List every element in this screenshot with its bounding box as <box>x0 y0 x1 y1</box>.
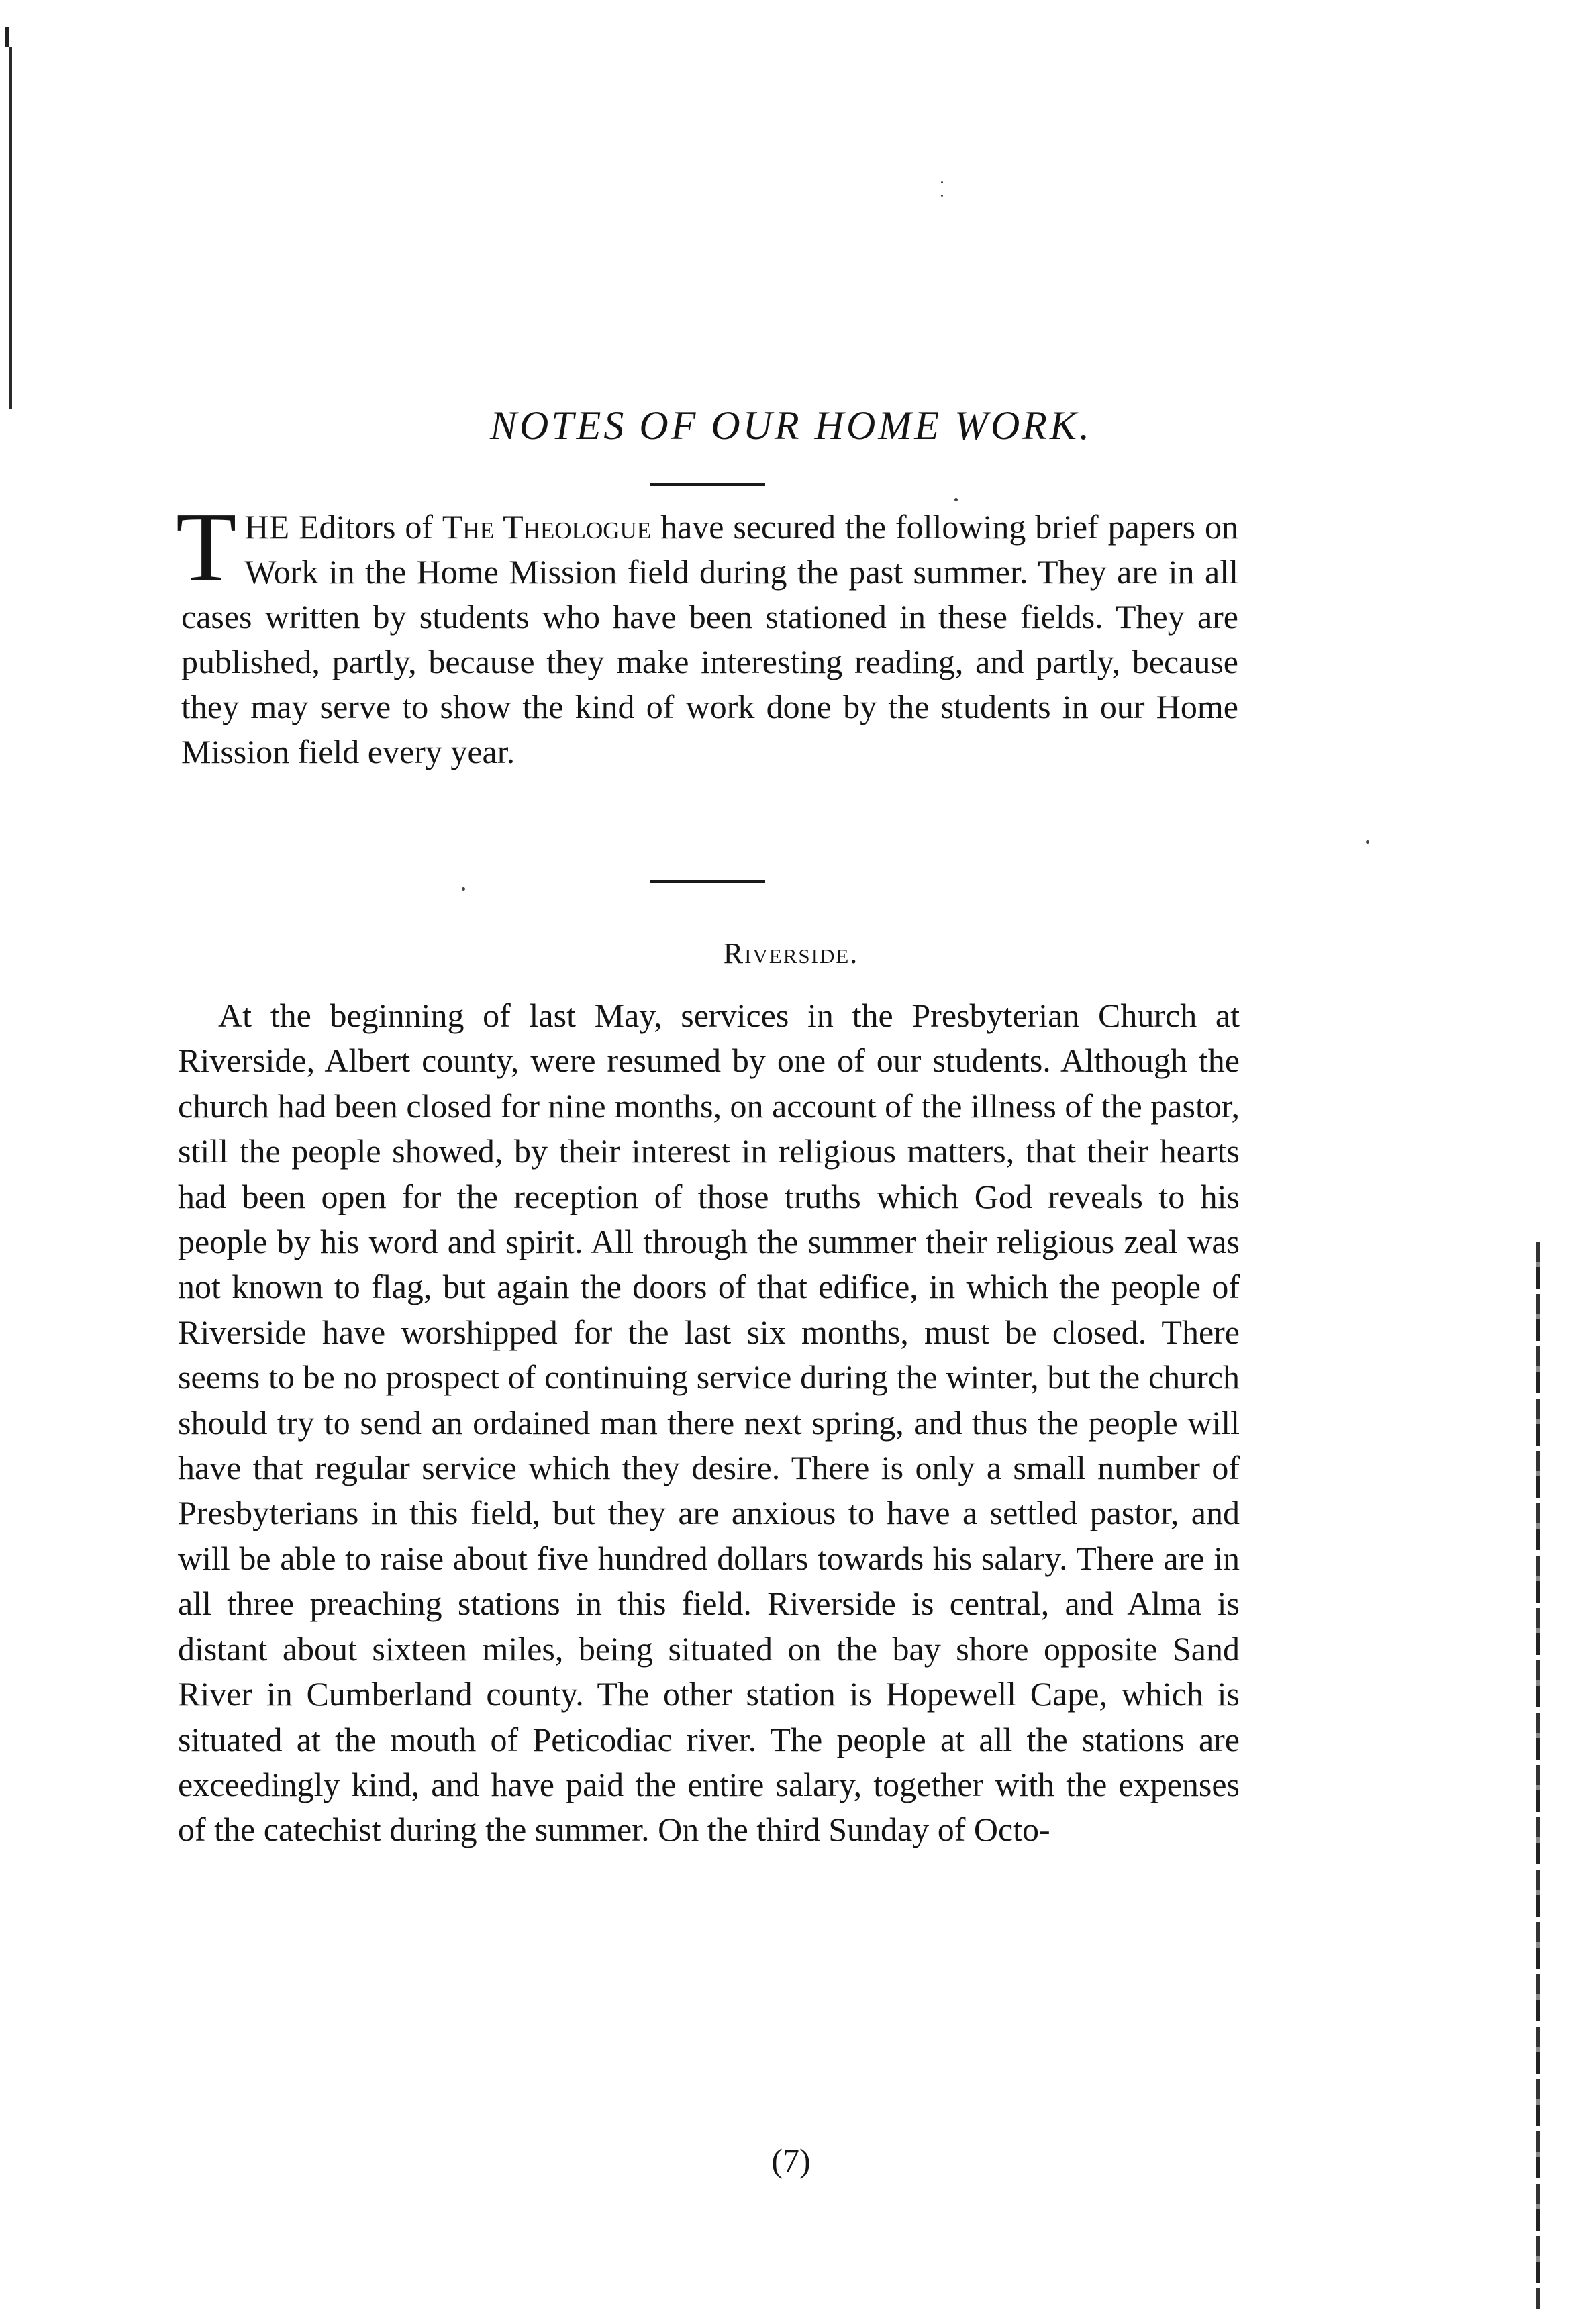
scan-speck <box>941 195 943 197</box>
drop-cap: T <box>176 493 237 603</box>
scan-speck <box>954 498 958 501</box>
section-divider <box>650 880 765 883</box>
intro-paragraph <box>176 493 1238 774</box>
scan-speck <box>941 181 943 183</box>
intro-text-after-name: have secured the following brief papers on Work in the Home Mission field during the past summer. They are in all cases written by students who have been stationed in these fields. They are published, partly, because they make interesting reading, and partly, because they may serve to show the kind of work done by the students in our Home Mission field every year. <box>181 508 1238 770</box>
page-number: (7) <box>771 2141 811 2179</box>
publication-name: The Theologue <box>442 508 652 546</box>
scan-edge-line-left <box>9 47 12 409</box>
page-title: NOTES OF OUR HOME WORK. <box>490 403 1092 448</box>
title-divider <box>650 483 765 486</box>
intro-first-word: HE <box>244 508 290 546</box>
scan-artifact-mark <box>5 27 9 47</box>
scan-speck <box>1366 840 1369 844</box>
scan-speck <box>462 887 465 891</box>
body-paragraph: At the beginning of last May, services in the Presbyterian Church at Riverside, Albert county, were resumed by one of our students. Although the church had been closed for nine months, on account of the illness of the pastor, still the people showed, by their interest in religious matters, that their hearts had been open for the reception of those truths which God reveals to his people by his word and spirit. All through the summer their religious zeal was not known to flag, but again the doors of that edifice, in which the people of Riverside have worshipped for the last six months, must be closed. There seems to be no prospect of continuing service during the winter, but the church should try to send an ordained man there next spring, and thus the people will have that regular service which they desire. There is only a small number of Presbyterians in this field, but they are anxious to have a settled pastor, and will be able to raise about five hundred dollars towards his salary. There are in all three preaching stations in this field. Riverside is central, and Alma is distant about sixteen miles, being situated on the bay shore opposite Sand River in Cumberland county. The other station is Hopewell Cape, which is situated at the mouth of Peticodiac river. The people at all the stations are exceedingly kind, and have paid the entire salary, together with the expenses of the catechist during the summer. On the third Sunday of Octo- <box>178 997 1240 1849</box>
intro-text-before-name: Editors of <box>289 508 442 546</box>
section-heading: Riverside. <box>723 937 859 970</box>
